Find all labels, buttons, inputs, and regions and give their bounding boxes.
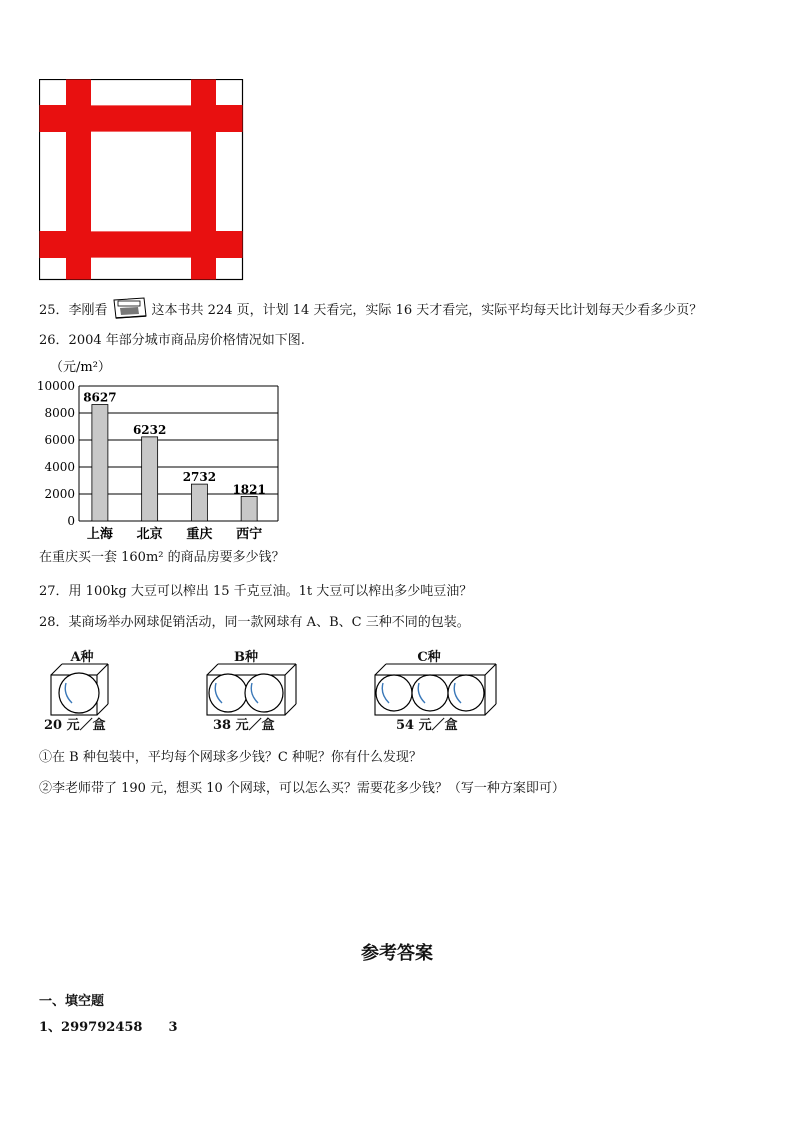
question-28: 28．某商场举办网球促销活动，同一款网球有 A、B、C 三种不同的包装。 <box>39 615 470 630</box>
package-b-box <box>204 661 298 721</box>
data-label: 6232 <box>132 422 167 437</box>
price-bar-chart <box>30 354 290 548</box>
bar-1 <box>142 437 158 521</box>
ribbon-square-figure <box>39 79 244 281</box>
answers-title: 参考答案 <box>361 943 433 964</box>
bar-2 <box>191 484 207 521</box>
data-label: 1821 <box>232 482 266 497</box>
answer-1-number: 1、299792458 <box>39 1020 143 1035</box>
x-tick-label: 北京 <box>136 527 163 542</box>
question-26-prompt: 在重庆买一套 160m² 的商品房要多少钱？ <box>39 550 285 565</box>
answer-1-extra: 3 <box>168 1020 178 1035</box>
y-tick-label: 8000 <box>44 406 75 420</box>
tennis-ball-icon <box>412 675 448 711</box>
tennis-ball-icon <box>376 675 412 711</box>
y-tick-label: 2000 <box>44 487 75 501</box>
package-b-price: 38 元／盒 <box>213 718 275 733</box>
ribbon-left <box>66 80 91 280</box>
package-c-box <box>372 661 498 721</box>
question-25-lead: 25．李刚看 <box>39 303 108 318</box>
y-tick-label: 6000 <box>44 433 75 447</box>
tennis-ball-icon <box>209 674 247 712</box>
x-tick-label: 重庆 <box>186 527 213 542</box>
package-c-label: C种 <box>417 650 441 665</box>
x-tick-label: 上海 <box>86 527 113 542</box>
tennis-ball-icon <box>448 675 484 711</box>
data-label: 8627 <box>83 390 117 405</box>
x-tick-label: 西宁 <box>236 527 263 542</box>
data-label: 2732 <box>182 470 217 485</box>
package-c-price: 54 元／盒 <box>396 718 458 733</box>
package-a-price: 20 元／盒 <box>44 718 106 733</box>
y-tick-label: 0 <box>67 514 75 528</box>
bar-3 <box>241 496 257 521</box>
y-tick-label: 10000 <box>36 379 75 393</box>
y-tick-label: 4000 <box>44 460 75 474</box>
tennis-ball-icon <box>59 673 99 713</box>
ribbon-right <box>191 80 216 280</box>
question-25-rest: 这本书共 224 页，计划 14 天看完，实际 16 天才看完，实际平均每天比计划每天少看多少页？ <box>151 303 703 318</box>
book-icon <box>110 296 150 320</box>
package-b-label: B种 <box>234 650 258 665</box>
question-28-part-1: ①在 B 种包装中，平均每个网球多少钱？C 种呢？你有什么发现？ <box>39 750 422 765</box>
question-28-part-2: ②李老师带了 190 元，想买 10 个网球，可以怎么买？需要花多少钱？（写一种方案即可） <box>39 781 565 796</box>
package-a-label: A种 <box>70 650 94 665</box>
y-axis-label: （元/m²） <box>50 360 111 375</box>
answer-1 <box>39 1019 178 1037</box>
question-26: 26．2004 年部分城市商品房价格情况如下图. <box>39 333 305 348</box>
bar-0 <box>92 405 108 521</box>
tennis-ball-icon <box>245 674 283 712</box>
answers-section: 一、填空题 <box>39 994 105 1009</box>
question-27: 27．用 100kg 大豆可以榨出 15 千克豆油。1t 大豆可以榨出多少吨豆油？ <box>39 584 473 599</box>
question-25 <box>39 296 702 320</box>
package-a-box <box>46 661 112 721</box>
